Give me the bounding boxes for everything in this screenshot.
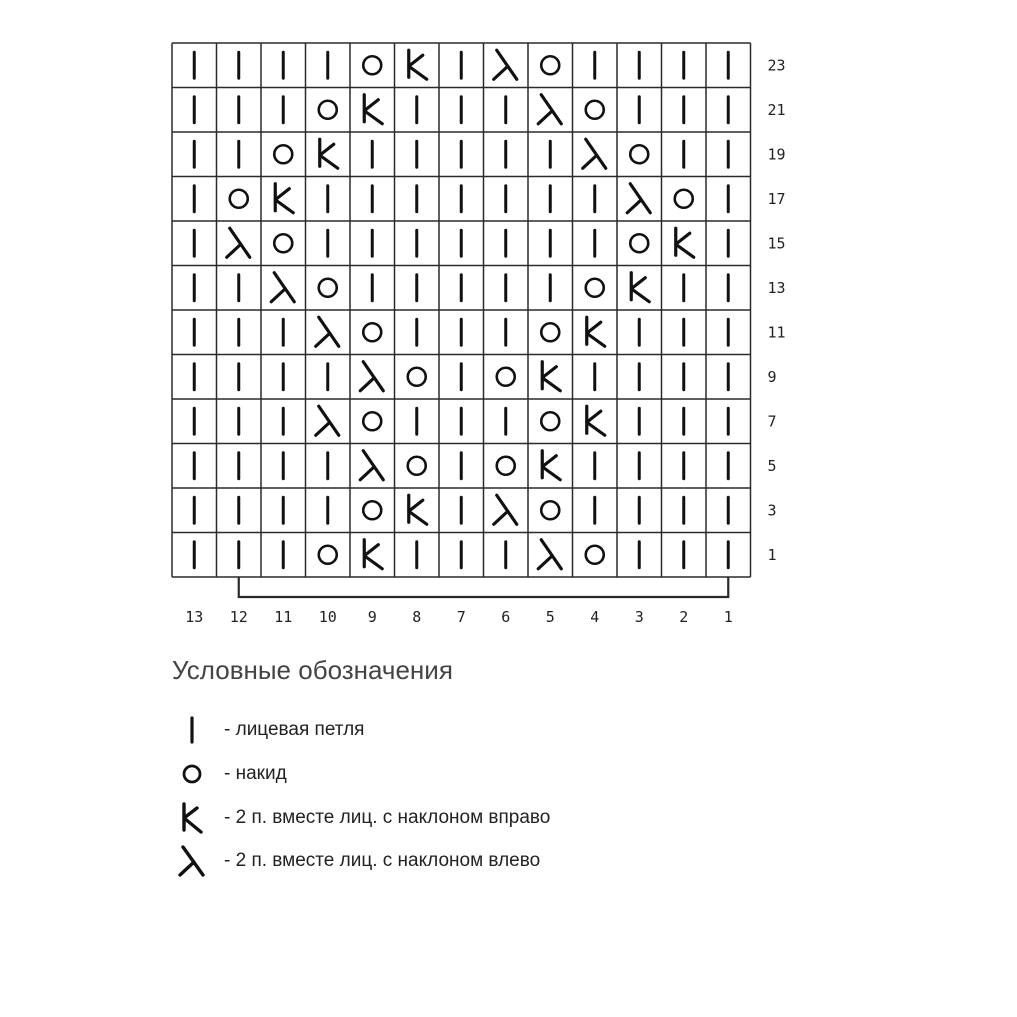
legend-item-text: - 2 п. вместе лиц. с наклоном влево — [224, 850, 541, 871]
legend-item-text: - лицевая петля — [224, 719, 365, 740]
yarn-over-symbol — [363, 501, 381, 519]
legend-item-text: - накид — [224, 763, 287, 784]
row-number-label: 15 — [767, 234, 786, 253]
right-lean-decrease-symbol — [409, 50, 427, 79]
right-lean-decrease-symbol — [631, 273, 649, 302]
yarn-over-symbol — [230, 190, 248, 208]
yarn-over-symbol — [319, 546, 337, 564]
yarn-over-icon — [172, 756, 212, 792]
column-number-label: 5 — [545, 608, 555, 626]
right-lean-decrease-symbol — [542, 362, 560, 391]
left-lean-decrease-symbol — [583, 139, 606, 168]
yarn-over-symbol — [586, 546, 604, 564]
yarn-over-symbol — [408, 457, 426, 475]
left-lean-decrease-symbol — [360, 362, 383, 391]
yarn-over-symbol — [541, 323, 559, 341]
legend-item-yarn-over — [172, 756, 287, 792]
row-number-label: 7 — [767, 412, 777, 431]
legend-item-knit — [172, 712, 364, 748]
knit-stitch-icon — [172, 712, 212, 748]
left-lean-decrease-icon — [172, 843, 212, 879]
yarn-over-symbol — [586, 101, 604, 119]
column-number-label: 4 — [590, 608, 600, 626]
yarn-over-symbol — [630, 234, 648, 252]
left-lean-decrease-symbol — [627, 184, 650, 213]
legend-title: Условные обозначения — [172, 655, 453, 685]
yarn-over-symbol — [274, 145, 292, 163]
yarn-over-symbol — [497, 457, 515, 475]
row-number-label: 13 — [767, 278, 786, 297]
column-number-label: 2 — [679, 608, 689, 626]
row-number-label: 19 — [767, 145, 786, 164]
yarn-over-symbol — [675, 190, 693, 208]
right-lean-decrease-symbol — [542, 451, 560, 480]
legend-item-k2tog-right — [172, 800, 550, 836]
left-lean-decrease-symbol — [316, 317, 339, 346]
yarn-over-symbol — [586, 279, 604, 297]
column-number-label: 8 — [412, 608, 422, 626]
left-lean-decrease-symbol — [360, 451, 383, 480]
column-number-label: 12 — [229, 608, 248, 626]
row-number-label: 23 — [767, 56, 786, 75]
yarn-over-symbol — [541, 412, 559, 430]
yarn-over-symbol — [630, 145, 648, 163]
column-number-label: 13 — [185, 608, 204, 626]
column-number-label: 10 — [318, 608, 337, 626]
row-number-label: 21 — [767, 100, 786, 119]
column-number-label: 1 — [723, 608, 733, 626]
right-lean-decrease-symbol — [587, 317, 605, 346]
yarn-over-symbol — [541, 56, 559, 74]
right-lean-decrease-symbol — [320, 139, 338, 168]
right-lean-decrease-symbol — [676, 228, 694, 257]
right-lean-decrease-symbol — [275, 184, 293, 213]
yarn-over-symbol — [274, 234, 292, 252]
left-lean-decrease-symbol — [494, 495, 517, 524]
left-lean-decrease-symbol — [227, 228, 250, 257]
yarn-over-symbol — [319, 279, 337, 297]
row-number-label: 3 — [767, 501, 777, 520]
yarn-over-symbol — [497, 368, 515, 386]
yarn-over-symbol — [363, 56, 381, 74]
column-number-label: 3 — [634, 608, 644, 626]
legend-item-k2tog-left — [172, 843, 540, 879]
column-number-label: 11 — [274, 608, 293, 626]
column-number-label: 6 — [501, 608, 511, 626]
legend-item-text: - 2 п. вместе лиц. с наклоном вправо — [224, 807, 551, 828]
yarn-over-symbol — [319, 101, 337, 119]
left-lean-decrease-symbol — [494, 50, 517, 79]
yarn-over-symbol — [363, 323, 381, 341]
left-lean-decrease-symbol — [271, 273, 294, 302]
right-lean-decrease-symbol — [364, 95, 382, 124]
left-lean-decrease-symbol — [538, 95, 561, 124]
left-lean-decrease-symbol — [538, 540, 561, 569]
right-lean-decrease-icon — [172, 800, 212, 836]
row-number-label: 9 — [767, 367, 777, 386]
row-number-label: 1 — [767, 545, 777, 564]
yarn-over-symbol — [363, 412, 381, 430]
right-lean-decrease-symbol — [409, 495, 427, 524]
yarn-over-symbol — [408, 368, 426, 386]
right-lean-decrease-symbol — [587, 406, 605, 435]
yarn-over-symbol — [541, 501, 559, 519]
column-number-label: 7 — [456, 608, 466, 626]
column-number-label: 9 — [367, 608, 377, 626]
repeat-bracket — [239, 577, 729, 597]
row-number-label: 17 — [767, 189, 786, 208]
right-lean-decrease-symbol — [364, 540, 382, 569]
row-number-label: 5 — [767, 456, 777, 475]
left-lean-decrease-symbol — [316, 406, 339, 435]
row-number-label: 11 — [767, 323, 786, 342]
